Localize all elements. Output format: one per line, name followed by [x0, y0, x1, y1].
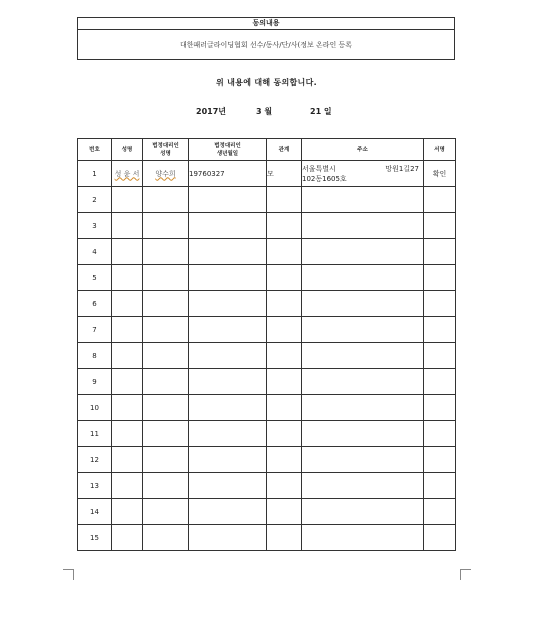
guardian-birth-cell[interactable]: [189, 473, 267, 499]
relation-cell[interactable]: [267, 187, 302, 213]
signer-name-cell[interactable]: [112, 161, 143, 187]
guardian-birth-cell[interactable]: [189, 499, 267, 525]
row-number: 3: [78, 213, 112, 239]
relation-cell[interactable]: [267, 265, 302, 291]
table-row: [78, 499, 456, 525]
guardian-name-cell[interactable]: [143, 161, 189, 187]
row-number: 9: [78, 369, 112, 395]
row-number: 7: [78, 317, 112, 343]
consent-title: 동의내용: [78, 18, 454, 30]
guardian-name-cell[interactable]: [143, 187, 189, 213]
guardian-name: 양수희: [155, 169, 176, 178]
guardian-name-cell[interactable]: [143, 369, 189, 395]
row-number: 8: [78, 343, 112, 369]
table-row: [78, 187, 456, 213]
signer-name-cell[interactable]: [112, 525, 143, 551]
signature-cell[interactable]: [424, 447, 456, 473]
relation-cell[interactable]: [267, 421, 302, 447]
guardian-birth-cell[interactable]: [189, 447, 267, 473]
table-row: [78, 239, 456, 265]
signature-cell[interactable]: [424, 265, 456, 291]
signer-name-cell[interactable]: [112, 473, 143, 499]
relation-cell[interactable]: [267, 499, 302, 525]
signature-cell[interactable]: [424, 239, 456, 265]
signer-name-cell[interactable]: [112, 499, 143, 525]
row-number: 6: [78, 291, 112, 317]
signer-name-cell[interactable]: [112, 395, 143, 421]
table-row: [78, 343, 456, 369]
signature-cell[interactable]: [424, 213, 456, 239]
row-number: 14: [78, 499, 112, 525]
guardian-name-cell[interactable]: [143, 421, 189, 447]
signature-cell[interactable]: [424, 161, 456, 187]
header-guardian-name: 법정대리인 성명: [143, 139, 189, 161]
address-cell[interactable]: [302, 525, 424, 551]
page-corner-mark-right: [460, 569, 471, 580]
signer-name-cell[interactable]: [112, 265, 143, 291]
address-cell[interactable]: [302, 265, 424, 291]
address-cell[interactable]: [302, 473, 424, 499]
signer-name-cell[interactable]: [112, 369, 143, 395]
signature-cell[interactable]: [424, 187, 456, 213]
header-name: 성명: [112, 139, 143, 161]
guardian-name-cell[interactable]: [143, 395, 189, 421]
signature-cell[interactable]: [424, 369, 456, 395]
relation-cell[interactable]: [267, 369, 302, 395]
address-cell[interactable]: [302, 499, 424, 525]
relation-cell[interactable]: [267, 213, 302, 239]
address-cell[interactable]: [302, 395, 424, 421]
row-number: 12: [78, 447, 112, 473]
signature-cell[interactable]: [424, 317, 456, 343]
guardian-birth-cell[interactable]: [189, 395, 267, 421]
relation-cell[interactable]: [267, 525, 302, 551]
table-row: [78, 447, 456, 473]
signature-cell[interactable]: [424, 499, 456, 525]
signature-cell[interactable]: [424, 525, 456, 551]
relation-cell[interactable]: [267, 395, 302, 421]
header-signature: 서명: [424, 139, 456, 161]
guardian-name-cell[interactable]: [143, 525, 189, 551]
table-row: [78, 395, 456, 421]
address-cell[interactable]: [302, 343, 424, 369]
relation-cell[interactable]: [267, 343, 302, 369]
signature-cell[interactable]: [424, 343, 456, 369]
guardian-birth-cell[interactable]: [189, 265, 267, 291]
address-cell[interactable]: [302, 291, 424, 317]
consent-box: [77, 17, 455, 60]
table-header-row: [78, 139, 456, 161]
guardian-birth-cell[interactable]: [189, 213, 267, 239]
agree-statement: 위 내용에 대해 동의합니다.: [216, 78, 317, 87]
address-cell[interactable]: [302, 317, 424, 343]
signature-cell[interactable]: [424, 395, 456, 421]
signature-cell[interactable]: [424, 473, 456, 499]
table-row: [78, 525, 456, 551]
guardian-birth: 19760327: [189, 169, 225, 178]
table-row: [78, 265, 456, 291]
table-row: [78, 213, 456, 239]
address-cell[interactable]: [302, 239, 424, 265]
address-city: 서울특별시: [302, 164, 336, 173]
table-row: [78, 473, 456, 499]
relation: 모: [267, 169, 274, 178]
relation-cell[interactable]: [267, 161, 302, 187]
row-number: 15: [78, 525, 112, 551]
row-number: 2: [78, 187, 112, 213]
relation-cell[interactable]: [267, 239, 302, 265]
signer-name-cell[interactable]: [112, 317, 143, 343]
row-number: 13: [78, 473, 112, 499]
relation-cell[interactable]: [267, 447, 302, 473]
consent-body: 대한패러글라이딩협회 선수/동사/단/사(정보 온라인 등록: [179, 41, 352, 49]
header-number: 번호: [78, 139, 112, 161]
relation-cell[interactable]: [267, 291, 302, 317]
signature-cell[interactable]: [424, 421, 456, 447]
guardian-name-cell[interactable]: [143, 239, 189, 265]
signer-name-cell[interactable]: [112, 187, 143, 213]
address-street: 망원1길27: [385, 164, 419, 173]
signer-name-cell[interactable]: [112, 447, 143, 473]
signer-name-cell[interactable]: [112, 213, 143, 239]
signer-name-cell[interactable]: [112, 343, 143, 369]
signer-name-cell[interactable]: [112, 291, 143, 317]
address-unit: 102동1605호: [302, 174, 347, 183]
guardian-name-cell[interactable]: [143, 291, 189, 317]
date-day: 21 일: [310, 107, 332, 116]
guardian-birth-cell[interactable]: [189, 317, 267, 343]
guardian-birth-cell[interactable]: [189, 161, 267, 187]
signature-cell[interactable]: [424, 291, 456, 317]
address-cell[interactable]: [302, 161, 424, 187]
relation-cell[interactable]: [267, 473, 302, 499]
guardian-birth-cell[interactable]: [189, 343, 267, 369]
row-number: 11: [78, 421, 112, 447]
signer-name-cell[interactable]: [112, 421, 143, 447]
guardian-name-cell[interactable]: [143, 213, 189, 239]
signer-table: [77, 138, 456, 551]
page-corner-mark-left: [63, 569, 74, 580]
table-row: [78, 317, 456, 343]
row-number: 10: [78, 395, 112, 421]
guardian-birth-cell[interactable]: [189, 291, 267, 317]
address-cell[interactable]: [302, 369, 424, 395]
guardian-birth-cell[interactable]: [189, 421, 267, 447]
row-number: 4: [78, 239, 112, 265]
header-relation: 관계: [267, 139, 302, 161]
guardian-name-cell[interactable]: [143, 499, 189, 525]
table-row: [78, 369, 456, 395]
guardian-birth-cell[interactable]: [189, 239, 267, 265]
guardian-name-cell[interactable]: [143, 473, 189, 499]
table-row: [78, 161, 456, 187]
date-month: 3 월: [256, 107, 273, 116]
address-cell[interactable]: [302, 213, 424, 239]
guardian-name-cell[interactable]: [143, 265, 189, 291]
guardian-name-cell[interactable]: [143, 343, 189, 369]
guardian-birth-cell[interactable]: [189, 525, 267, 551]
address-cell[interactable]: [302, 447, 424, 473]
date-year: 2017년: [196, 107, 226, 116]
address-cell[interactable]: [302, 187, 424, 213]
signer-name-cell[interactable]: [112, 239, 143, 265]
row-number: 1: [78, 161, 112, 187]
table-row: [78, 421, 456, 447]
table-row: [78, 291, 456, 317]
header-guardian-birth: 법정대리인 생년월일: [189, 139, 267, 161]
signature: 확인: [432, 169, 447, 178]
relation-cell[interactable]: [267, 317, 302, 343]
guardian-birth-cell[interactable]: [189, 187, 267, 213]
guardian-name-cell[interactable]: [143, 447, 189, 473]
header-address: 주소: [302, 139, 424, 161]
address-cell[interactable]: [302, 421, 424, 447]
signer-name: 성 윤 서: [114, 169, 140, 178]
guardian-name-cell[interactable]: [143, 317, 189, 343]
row-number: 5: [78, 265, 112, 291]
guardian-birth-cell[interactable]: [189, 369, 267, 395]
